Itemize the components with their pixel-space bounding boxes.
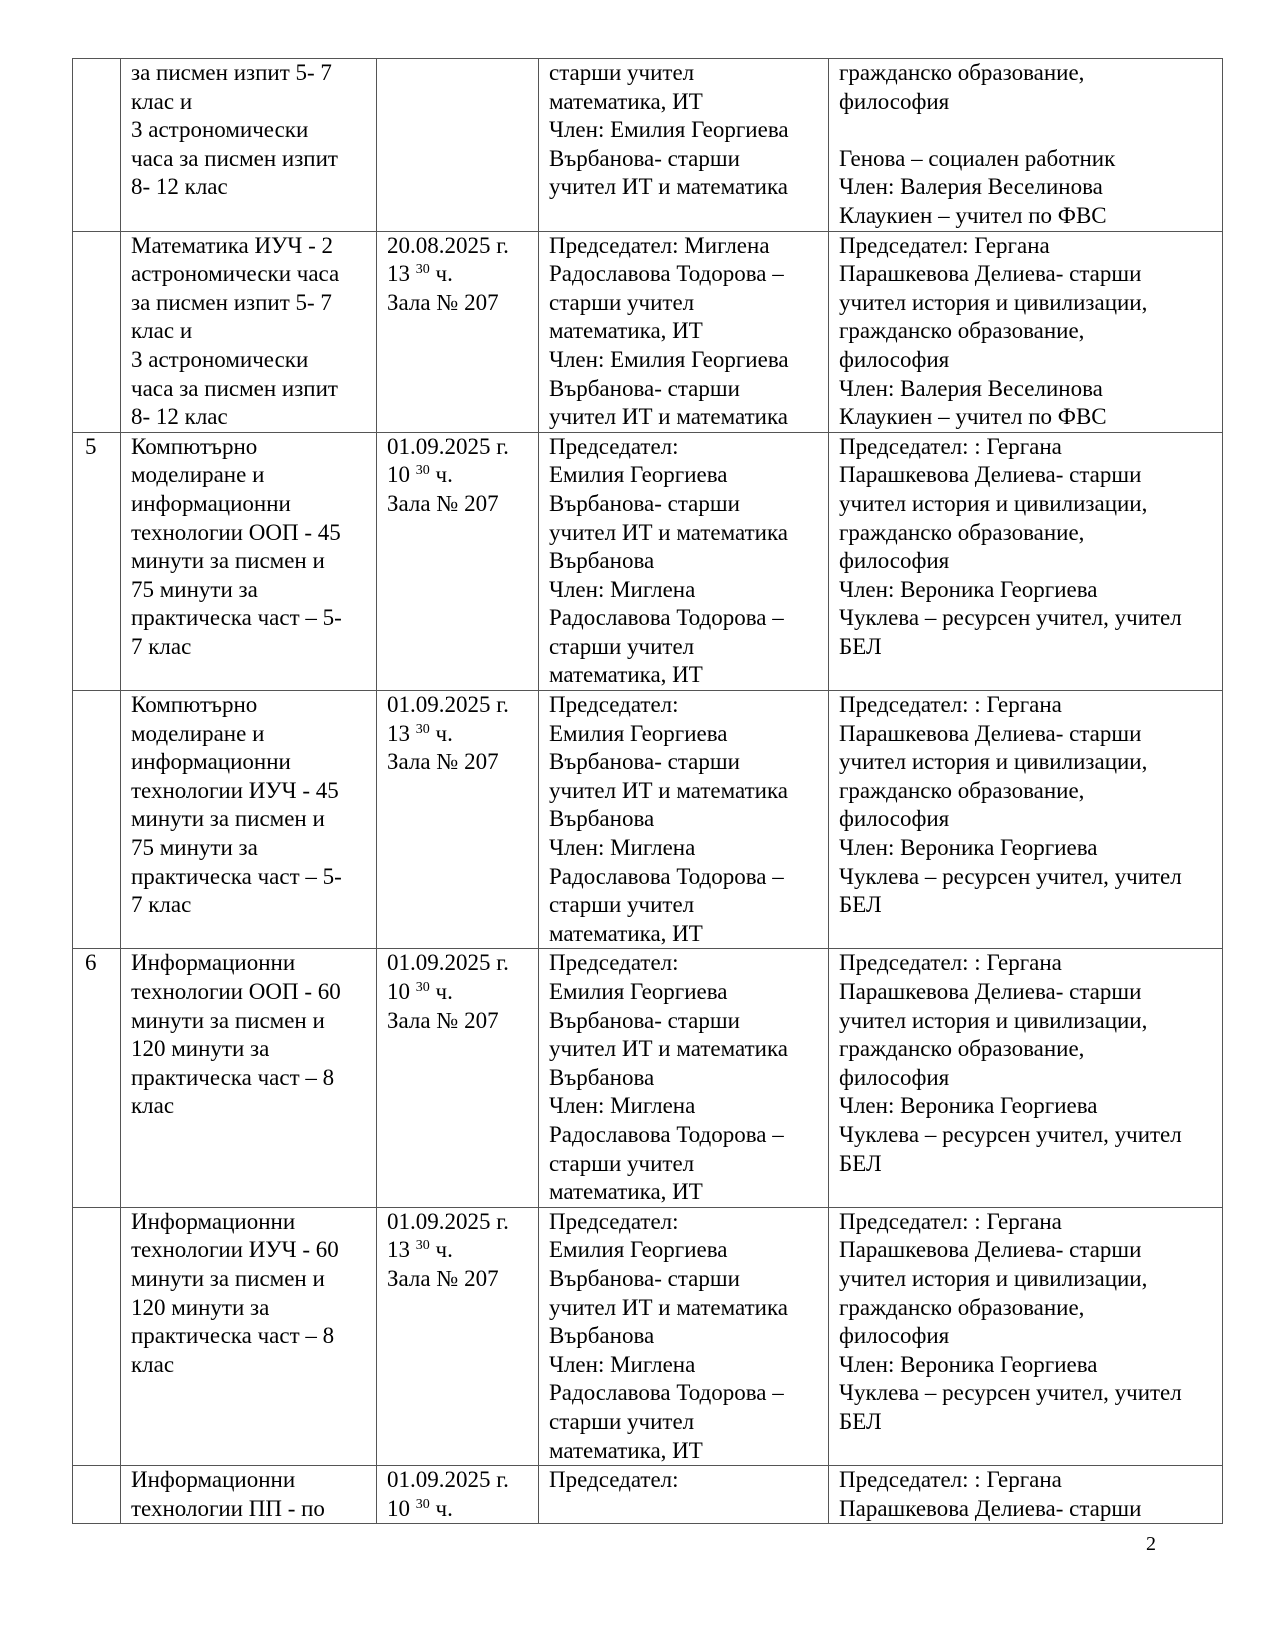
cell-line: Парашкевова Делиева- старши [839,1495,1142,1521]
cell-line: 20.08.2025 г. [387,232,509,258]
cell-line: 8- 12 клас [131,404,228,430]
cell-line: Върбанова- старши [549,375,740,401]
cell-line: 01.09.2025 г. [387,1208,509,1234]
time-suffix: ч. [429,1237,453,1263]
date-cell [377,1466,539,1524]
cell-line [839,116,1216,145]
time-hour: 10 [387,979,416,1004]
cell-line: Върбанова- старши [549,1265,740,1291]
cell-line: Председател: [549,692,679,718]
cell-line: 7 клас [131,892,192,918]
cell-line: гражданско образование, [839,60,1085,85]
row-number-cell [73,432,121,690]
cell-line: Чуклева – ресурсен учител, учител [839,1380,1182,1406]
time-minutes: 30 [415,1496,430,1512]
cell-line: Върбанова- старши [549,1007,740,1033]
cell-line [387,978,532,1007]
cell-line: Емилия Георгиева [549,979,728,1004]
cell-line: Радославова Тодорова – [549,1380,784,1406]
cell-line: Генова – социален работник [839,145,1116,171]
cell-line: учител история и цивилизации, [839,490,1148,516]
cell-line: моделиране и [131,462,265,488]
cell-line: Компютърно [131,692,258,718]
cell-line: Клаукиен – учител по ФВС [839,202,1107,228]
cell-line: практическа част – 5- [131,863,342,889]
time-minutes: 30 [415,980,430,995]
cell-line: Член: Вероника Георгиева [839,576,1098,602]
time-hour: 13 [387,1237,416,1263]
cell-line: 75 минути за [131,576,258,602]
cell-line: Върбанова- старши [549,145,740,171]
cell-line: минути за писмен и [131,1007,325,1033]
subject-cell [121,691,377,949]
time-hour: 13 [387,261,416,287]
cell-line: Информационни [131,1467,296,1493]
cell-line: философия [839,1064,950,1090]
cell-line: Член: Емилия Георгиева [549,346,789,372]
cell-line: Чуклева – ресурсен учител, учител [839,605,1182,631]
cell-line: 75 минути за [131,835,258,861]
cell-line: Председател: : Гергана [839,1467,1062,1493]
cell-line: клас и [131,318,193,344]
cell-line: Зала № 207 [387,1007,499,1033]
commission-cell [539,59,829,232]
cell-line: учител ИТ и математика [549,777,789,803]
cell-line: клас [131,1351,175,1377]
time-suffix: ч. [429,720,453,746]
subject-cell [121,231,377,432]
cell-line: математика, ИТ [549,920,703,946]
cell-line: Зала № 207 [387,749,499,775]
cell-line: практическа част – 5- [131,605,342,631]
cell-line [387,461,532,490]
cell-line: Член: Миглена [549,1093,696,1119]
cell-line: Председател: Миглена [549,232,770,258]
cell-line: информационни [131,490,291,516]
cell-line: 120 минути за [131,1036,270,1062]
time-minutes: 30 [415,721,430,737]
row-number-cell [73,231,121,432]
row-number-cell [73,691,121,949]
cell-line: минути за писмен и [131,548,325,574]
cell-line: учител ИТ и математика [549,1294,789,1320]
cell-line: старши учител [549,1150,695,1176]
cell-line: Председател: : Гергана [839,1208,1062,1234]
cell-line: Клаукиен – учител по ФВС [839,404,1107,430]
subject-cell [121,1207,377,1465]
cell-line: старши учител [549,892,695,918]
table-row [73,432,1223,690]
cell-line: Емилия Георгиева [549,720,728,746]
cell-line: 120 минути за [131,1294,270,1320]
cell-line: 01.09.2025 г. [387,950,509,976]
cell-line: Парашкевова Делиева- старши [839,1237,1142,1263]
cell-line: философия [839,88,950,114]
row-number-cell [73,1207,121,1465]
cell-line: гражданско образование, [839,1036,1085,1062]
cell-line: старши учител [549,289,695,315]
assessment-commission-cell [829,231,1223,432]
cell-line: Математика ИУЧ - 2 [131,232,333,258]
cell-line: старши учител [549,633,695,659]
cell-line: Върбанова [549,1323,655,1349]
cell-line: Радославова Тодорова – [549,261,784,287]
cell-line: Председател: : Гергана [839,433,1062,459]
subject-cell [121,59,377,232]
cell-line: Председател: [549,1208,679,1234]
cell-line: Председател: Гергана [839,232,1050,258]
cell-line: за писмен изпит 5- 7 [131,60,332,85]
cell-line: Зала № 207 [387,490,499,516]
cell-line: Член: Емилия Георгиева [549,117,789,143]
cell-line: моделиране и [131,720,265,746]
cell-line: Член: Вероника Георгиева [839,1351,1098,1377]
row-number-cell [73,59,121,232]
cell-line: старши учител [549,1408,695,1434]
table-row [73,691,1223,949]
cell-line: технологии ООП - 60 [131,979,341,1004]
assessment-commission-cell [829,691,1223,949]
time-suffix: ч. [429,261,453,287]
page-number: 2 [1146,1533,1156,1555]
cell-line: Парашкевова Делиева- старши [839,261,1142,287]
date-cell [377,59,539,232]
cell-line: Зала № 207 [387,1265,499,1291]
time-hour: 13 [387,720,416,746]
row-number-cell [73,1466,121,1524]
time-suffix: ч. [429,979,453,1004]
cell-line: Парашкевова Делиева- старши [839,462,1142,488]
cell-line: гражданско образование, [839,318,1085,344]
cell-line: 8- 12 клас [131,174,228,200]
cell-line: Член: Миглена [549,1351,696,1377]
cell-line: 01.09.2025 г. [387,433,509,459]
cell-line: Председател: [549,950,679,976]
cell-line: БЕЛ [839,1408,882,1434]
row-number: 6 [85,950,97,976]
assessment-commission-cell [829,1207,1223,1465]
cell-line: Председател: [549,433,679,459]
commission-cell [539,432,829,690]
cell-line: Емилия Георгиева [549,462,728,488]
cell-line: за писмен изпит 5- 7 [131,289,332,315]
cell-line: БЕЛ [839,633,882,659]
cell-line: учител ИТ и математика [549,1036,789,1062]
date-cell [377,231,539,432]
cell-line: 01.09.2025 г. [387,692,509,718]
cell-line: учител история и цивилизации, [839,1007,1148,1033]
cell-line: математика, ИТ [549,88,703,114]
table-row [73,1466,1223,1524]
cell-line: Компютърно [131,433,258,459]
cell-line: 3 астрономически [131,117,309,143]
commission-cell [539,231,829,432]
cell-line: Зала № 207 [387,289,499,315]
cell-line: технологии ИУЧ - 45 [131,777,339,803]
assessment-commission-cell [829,1466,1223,1524]
cell-line: гражданско образование, [839,777,1085,803]
date-cell [377,432,539,690]
cell-line: учител история и цивилизации, [839,289,1148,315]
exam-schedule-table [72,58,1223,1524]
cell-line: философия [839,346,950,372]
cell-line: математика, ИТ [549,318,703,344]
cell-line: Радославова Тодорова – [549,863,784,889]
table-row [73,949,1223,1207]
cell-line: часа за писмен изпит [131,375,338,401]
cell-line: математика, ИТ [549,662,703,688]
date-cell [377,691,539,949]
cell-line: гражданско образование, [839,519,1085,545]
cell-line: учител ИТ и математика [549,519,789,545]
commission-cell [539,1207,829,1465]
cell-line: гражданско образование, [839,1294,1085,1320]
cell-line: Върбанова [549,806,655,832]
cell-line: технологии ПП - по [131,1495,325,1521]
cell-line: технологии ИУЧ - 60 [131,1237,339,1263]
commission-cell [539,1466,829,1524]
cell-line: Информационни [131,1208,296,1234]
cell-line: Член: Валерия Веселинова [839,375,1103,401]
cell-line [387,720,532,749]
table-row [73,59,1223,232]
time-suffix: ч. [429,462,453,488]
cell-line: минути за писмен и [131,806,325,832]
cell-line: учител история и цивилизации, [839,1265,1148,1291]
table-row [73,1207,1223,1465]
cell-line: Член: Вероника Георгиева [839,1093,1098,1119]
time-minutes: 30 [415,262,430,278]
cell-line: Емилия Георгиева [549,1237,728,1263]
cell-line: Парашкевова Делиева- старши [839,720,1142,746]
row-number: 5 [85,433,97,459]
time-minutes: 30 [415,1238,430,1254]
cell-line: 3 астрономически [131,346,309,372]
cell-line: Върбанова [549,548,655,574]
cell-line: Радославова Тодорова – [549,605,784,631]
table-row [73,231,1223,432]
subject-cell [121,949,377,1207]
cell-line: БЕЛ [839,1150,882,1176]
cell-line: Парашкевова Делиева- старши [839,979,1142,1004]
cell-line: практическа част – 8 [131,1323,335,1349]
cell-line: часа за писмен изпит [131,145,338,171]
cell-line: 7 клас [131,633,192,659]
cell-line: клас [131,1093,175,1119]
cell-line: Председател: [549,1467,679,1493]
cell-line [387,260,532,289]
cell-line: Върбанова- старши [549,749,740,775]
cell-line: философия [839,548,950,574]
cell-line: Председател: : Гергана [839,692,1062,718]
time-minutes: 30 [415,463,430,479]
assessment-commission-cell [829,432,1223,690]
cell-line: Върбанова- старши [549,490,740,516]
cell-line: Член: Миглена [549,835,696,861]
assessment-commission-cell [829,949,1223,1207]
cell-line: учител ИТ и математика [549,404,789,430]
time-hour: 10 [387,1495,416,1521]
date-cell [377,1207,539,1465]
cell-line [387,1495,532,1524]
cell-line: Информационни [131,950,296,976]
cell-line: клас и [131,88,193,114]
cell-line: математика, ИТ [549,1179,703,1205]
cell-line: астрономически часа [131,261,340,287]
cell-line: практическа част – 8 [131,1064,335,1090]
cell-line: Радославова Тодорова – [549,1121,784,1147]
commission-cell [539,691,829,949]
cell-line: Член: Миглена [549,576,696,602]
cell-line: Върбанова [549,1064,655,1090]
cell-line: учител история и цивилизации, [839,749,1148,775]
assessment-commission-cell [829,59,1223,232]
cell-line: учител ИТ и математика [549,174,789,200]
cell-line: технологии ООП - 45 [131,519,341,545]
row-number-cell [73,949,121,1207]
cell-line: информационни [131,749,291,775]
cell-line: философия [839,1323,950,1349]
cell-line: философия [839,806,950,832]
time-suffix: ч. [429,1495,453,1521]
cell-line: старши учител [549,60,695,85]
cell-line: Председател: : Гергана [839,950,1062,976]
commission-cell [539,949,829,1207]
cell-line: минути за писмен и [131,1265,325,1291]
time-hour: 10 [387,462,416,488]
cell-line: 01.09.2025 г. [387,1467,509,1493]
cell-line: Чуклева – ресурсен учител, учител [839,1121,1182,1147]
date-cell [377,949,539,1207]
subject-cell [121,1466,377,1524]
cell-line: Чуклева – ресурсен учител, учител [839,863,1182,889]
schedule-body [73,59,1223,1524]
cell-line: БЕЛ [839,892,882,918]
cell-line [387,1236,532,1265]
cell-line: Член: Валерия Веселинова [839,174,1103,200]
cell-line: Член: Вероника Георгиева [839,835,1098,861]
subject-cell [121,432,377,690]
cell-line: математика, ИТ [549,1437,703,1463]
